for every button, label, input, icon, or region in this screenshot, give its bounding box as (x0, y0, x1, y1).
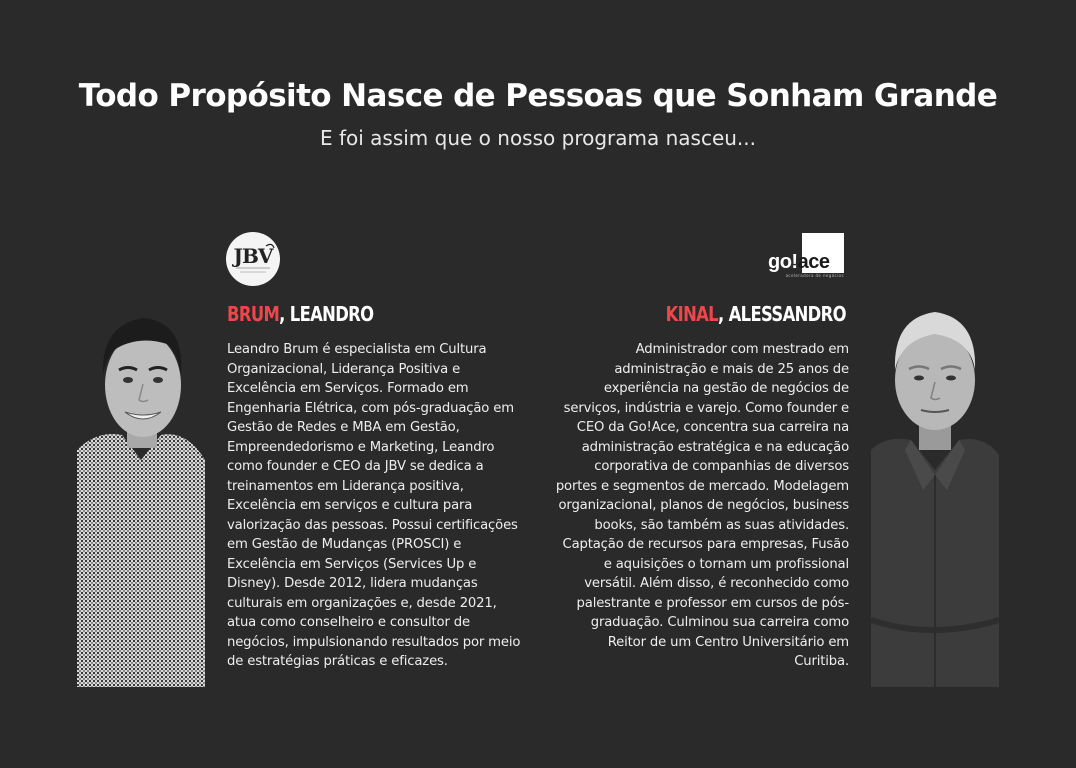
goace-logo (766, 233, 846, 279)
page-subtitle: E foi assim que o nosso programa nasceu... (319, 126, 757, 150)
svg-text:JBV: JBV (233, 244, 273, 268)
alessandro-given-name: , ALESSANDRO (718, 302, 846, 326)
alessandro-kinal-photo (871, 300, 999, 687)
leandro-brum-photo (77, 300, 205, 687)
leandro-given-name: , LEANDRO (279, 302, 374, 326)
alessandro-kinal-name (666, 302, 846, 326)
jbv-logo (226, 232, 280, 286)
leandro-brum-bio: Leandro Brum é especialista em Cultura Organizacional, Liderança Positiva e Excelência em Serviços. Formado em Engenharia Elétrica, com pós-graduação em Gestão de Redes e MBA em Gestão, Empreendedorismo e Marketing, Leandro como founder e CEO da JBV se dedica a treinamentos em Liderança positiva, Excelência em serviços e cultura para valorização das pessoas. Possui certificações em Gestão de Mudanças (PROSCI) e Excelência em Serviços (Services Up e Disney). Desde 2012, lidera mudanças culturais em organizações e, desde 2021, atua como conselheiro e consultor de negócios, impulsionando resultados por meio de estratégias práticas e eficazes. (227, 342, 521, 669)
alessandro-kinal-bio: Administrador com mestrado em administração e mais de 25 anos de experiência na gestão de negócios de serviços, indústria e varejo. Como founder e CEO da Go!Ace, concentra sua carreira na administração estratégica e na educação corporativa de companhias de diversos portes e segmentos de mercado. Modelagem organizacional, planos de negócios, business books, são também as suas atividades. Captação de recursos para empresas, Fusão e aquisições o tornam um profissional versátil. Além disso, é reconhecido como palestrante e professor em cursos de pós-graduação. Culminou sua carreira como Reitor de um Centro Universitário em Curitiba. (555, 342, 849, 669)
leandro-brum-name (227, 302, 373, 326)
leandro-surname: BRUM (227, 302, 280, 326)
page-title: Todo Propósito Nasce de Pessoas que Sonham Grande (78, 78, 998, 114)
alessandro-surname: KINAL (665, 302, 719, 326)
goace-logo-wordmark: go!ace (768, 251, 830, 273)
goace-logo-tagline: aceleradora de negócios (785, 273, 844, 278)
